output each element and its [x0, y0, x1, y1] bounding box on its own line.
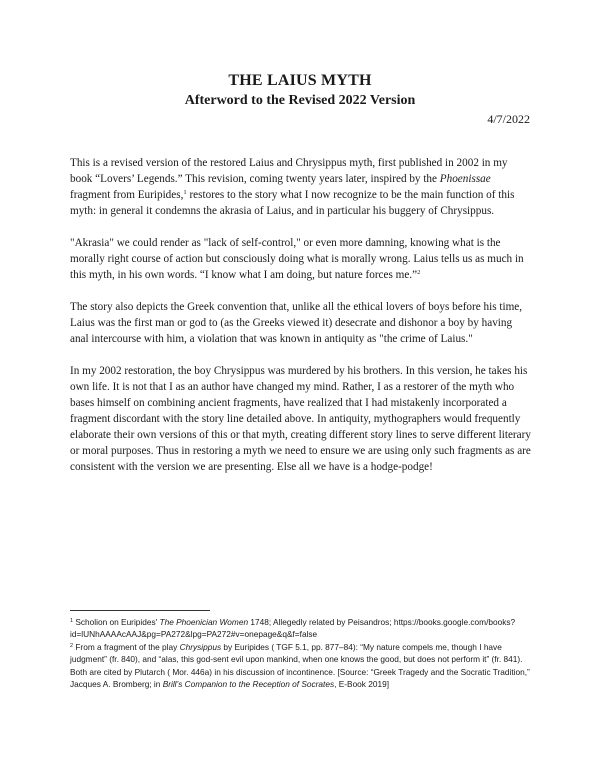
footnote-ref-1[interactable]: 1: [183, 189, 187, 196]
paragraph-1-text-c: fragment from Euripides,: [70, 189, 184, 201]
footnote-2-text-c: by Euripides ( TGF 5.1, pp. 877–84): “My nature compels me, though I have judgment” (fr. 840), and “alas, this god-sent evil upon mankind, when one knows the good, but does not perform it” (fr. 841). Both are cited by Plutarch ( Mor. 446a) in his discussion of incontinence. [Source: “Greek Tragedy and the Socratic Tradition,” Jacques A. Bromberg; in: [70, 641, 530, 690]
footnote-2-play-title: Chrysippus: [179, 641, 222, 652]
footnote-1-number: 1: [70, 618, 74, 624]
footnote-2-book-title: Brill’s Companion to the Reception of Socrates: [162, 679, 335, 690]
document-body: [70, 155, 532, 491]
footnote-2: [70, 641, 536, 691]
footnote-1-text-c: 1748; Allegedly related by Peisandros; https://books.google.com/books?id=lUNhAAAAcAAJ&pg=PA272&lpg=PA272#v=onepage&q&f=false: [70, 617, 516, 640]
paragraph-1: [70, 155, 532, 219]
paragraph-2-text: "Akrasia" we could render as "lack of self-control," or even more damning, knowing what is the morally right course of action but consciously doing what is morally wrong. Laius tells us as much in this myth, in his own words. “I know what I am doing, but nature forces me.”: [70, 237, 524, 281]
footnote-1-text-a: Scholion on Euripides': [73, 617, 160, 627]
paragraph-3: The story also depicts the Greek convention that, unlike all the ethical lovers of boys before his time, Laius was the first man or god to (as the Greeks viewed it) desecrate and dishonor a boy by having anal intercourse with him, a violation that was known in antiquity as "the crime of Laius.": [70, 301, 523, 345]
footnote-2-text-e: , E-Book 2019]: [334, 679, 390, 690]
footnote-2-text-a: From a fragment of the play: [73, 641, 180, 652]
document-title: THE LAIUS MYTH: [228, 72, 372, 89]
document-date: 4/7/2022: [487, 112, 530, 126]
footnote-ref-2[interactable]: 2: [417, 269, 421, 276]
footnote-1: [70, 616, 536, 641]
paragraph-1-text-a: This is a revised version of the restored Laius and Chrysippus myth, first published in 2002 in my book “Lovers’ Legends.” This revision, coming twenty years later, inspired by the: [70, 157, 508, 185]
phoenissae-title: Phoenissae: [439, 173, 491, 185]
paragraph-1-text-d: restores to the story what I now recognize to be the main function of this myth: in general it condemns the akrasia of Laius, and in particular his buggery of Chrysippus.: [70, 189, 515, 217]
footnotes: [70, 616, 536, 690]
paragraph-2: [70, 235, 532, 283]
paragraph-4: In my 2002 restoration, the boy Chrysippus was murdered by his brothers. In this version, he takes his own life. It is not that I as an author have changed my mind. Rather, I as a restorer of the myth who bases himself on combining ancient fragments, have realized that I had mistakenly incorporated a fragment discordant with the story line detailed above. In antiquity, mythographers would frequently elaborate their own versions of this or that myth, creating different story lines to serve different literary or moral purposes. Thus in restoring a myth we need to ensure we are using only such fragments as are consistent with the version we are presenting. Else all we have is a hodge-podge!: [70, 365, 531, 473]
footnote-2-number: 2: [70, 642, 74, 649]
footnote-divider: [70, 610, 210, 611]
document-subtitle: Afterword to the Revised 2022 Version: [184, 93, 416, 108]
footnote-1-work-title: The Phoenician Women: [159, 617, 249, 627]
